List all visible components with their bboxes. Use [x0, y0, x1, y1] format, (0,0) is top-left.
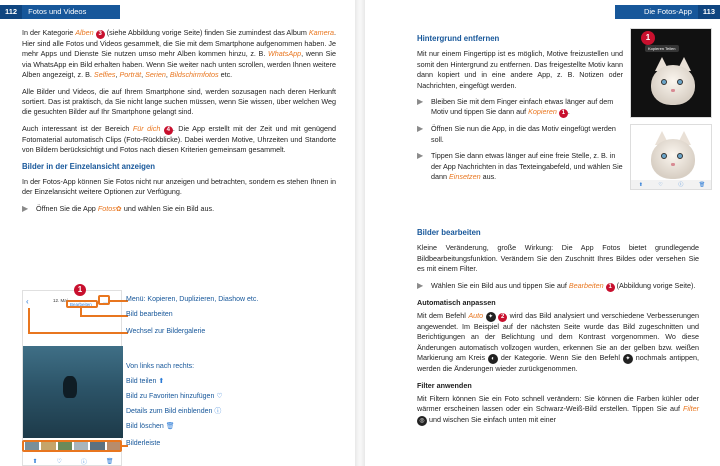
step: [417, 151, 623, 182]
callout-badge: 3: [96, 30, 105, 39]
paragraph: In der Kategorie Alben 3 (siehe Abbildung vorige Seite) finden Sie zumindest das Album Kamera. Hier sind alle Fotos und Videos gesammelt, die Sie mit dem Smartphone aufgenommen haben. Je mehr Apps und Dienste Sie nutzen umso mehr Alben kommen hinzu, z. B. WhatsApp, wenn Sie via WhatsApp ein Bild erhalten haben. Wenn Sie weiter nach unten scrollen, werden Ihnen weitere Alben angezeigt, z. B. Selfies, Porträt, Serien, Bildschirmfotos etc.: [22, 28, 337, 80]
photos-app-icon: ✿: [115, 203, 122, 213]
step-arrow-icon: ▶: [417, 280, 424, 290]
cat-eye: [661, 79, 667, 85]
step-text: Bleiben Sie mit dem Finger einfach etwas länger auf dem Motiv und tippen Sie dann auf Kopieren 1 .: [431, 97, 614, 117]
step: [417, 281, 699, 292]
step: [417, 124, 623, 145]
running-head-left: [0, 5, 120, 19]
diver-silhouette: [63, 376, 77, 398]
cat-eye: [677, 79, 683, 85]
paragraph: In der Fotos-App können Sie Fotos nicht nur anzeigen und betrachten, sondern es stehen Ihnen in der Einzelansicht weitere Optionen zur Verfügung.: [22, 177, 336, 197]
paragraph: Alle Bilder und Videos, die auf Ihrem Smartphone sind, werden sozusagen nach deren Herkunft sortiert. Das ist praktisch, da Sie nicht lange suchen müssen, wenn Sie wissen, über welchen Weg die gesuchten Bilder auf Ihr Smartphone gelangt sind.: [22, 86, 336, 117]
right-content-top: [417, 28, 623, 188]
right-page: [365, 0, 720, 466]
step-arrow-icon: ▶: [22, 203, 29, 213]
phone-bottom-bar: [23, 455, 123, 466]
paragraph: Mit Filtern können Sie ein Foto schnell verändern: Sie können die Farben kühler oder wärmer erscheinen lassen oder ein Schwarz-Weiß-Bild erstellen. Tippen Sie auf Filter ◎ und wischen Sie einfach unten mit einer: [417, 394, 699, 424]
callout-badge: 1: [606, 283, 615, 292]
callout-delete: Bild löschen 🗑: [126, 423, 175, 430]
subsection-heading: Automatisch anpassen: [417, 297, 496, 307]
callout-badge: 1: [641, 31, 655, 45]
callout-badge: 1: [559, 109, 568, 118]
paragraph: Auch interessant ist der Bereich Für dich 4 . Die App erstellt mit der Zeit und mit genügend Fotomaterial automatisch Clips (Foto-Rückblicke). Dabei werden Motive, Uhrzeiten und Standorte von Bildern berücksichtigt und Fotos nach diesen Kriterien gemeinsam gesammelt.: [22, 123, 336, 155]
auto-wand-icon: ✦: [486, 312, 496, 322]
callout-badge: 1: [74, 284, 86, 296]
trash-icon: 🗑: [165, 423, 175, 430]
figure-single-view: [22, 285, 342, 466]
callout-edit: Bild bearbeiten: [126, 311, 173, 318]
back-icon: ‹: [26, 297, 29, 306]
running-title: Fotos und Videos: [28, 7, 87, 16]
section-heading: Bilder bearbeiten: [417, 228, 481, 237]
callout-details: Details zum Bild einblenden ⓘ: [126, 408, 222, 415]
share-icon: ⬆: [158, 378, 165, 385]
callout-gallery: Wechsel zur Bildergalerie: [126, 328, 206, 335]
callout-bar: Bilderleiste: [126, 440, 161, 447]
trash-icon: 🗑: [698, 181, 706, 188]
step-arrow-icon: ▶: [417, 124, 424, 134]
cat-eye: [677, 153, 683, 159]
step: [22, 204, 336, 214]
section-heading: Hintergrund entfernen: [417, 34, 500, 43]
page-number: 112: [0, 5, 22, 19]
more-icon: ⋯: [103, 301, 109, 307]
cat-head: [651, 139, 695, 179]
filter-icon: ◎: [417, 416, 427, 426]
paragraph: Mit dem Befehl Auto ✦ 2 wird das Bild analysiert und verschiedene Verbesserungen angewendet. Im Beispiel auf der nächsten Seite wurde das Bild zugeschnitten und Berichtigungen an der Belichtung und dem Kontrast vorgenommen. Wo diese Änderungen automatisch vollzogen wurden, erkennen Sie an der gelben bzw. weißen Markierung am Kreis ◐ der Kategorie. Wenn Sie den Befehl ✦ nochmals antippen, werden die Änderungen wieder zurückgenommen.: [417, 311, 700, 374]
step-text: Öffnen Sie die App Fotos✿ und wählen Sie ein Bild aus.: [36, 203, 215, 213]
heart-icon: ♡: [56, 458, 62, 465]
cat-eye: [661, 153, 667, 159]
bottom-bar-frame: [22, 440, 122, 452]
photo-toolbar: [631, 180, 712, 189]
page-number: 113: [698, 5, 720, 19]
paragraph: Kleine Veränderung, große Wirkung: Die App Fotos bietet grundlegende Bildbearbeitungsfunktion. Verändern Sie den Zuschnitt Ihres Bildes oder versehen Sie es mit einem Filter.: [417, 243, 699, 274]
callout-menu: Menü: Kopieren, Duplizieren, Diashow etc.: [126, 296, 259, 303]
step: [417, 97, 623, 118]
step-text: Wählen Sie ein Bild aus und tippen Sie auf Bearbeiten 1 (Abbildung vorige Seite).: [431, 280, 696, 290]
running-head-right: [615, 5, 720, 19]
trash-icon: 🗑: [105, 458, 114, 465]
edit-frame: [66, 300, 98, 308]
cat-head: [651, 65, 695, 105]
info-icon: ⓘ: [678, 182, 684, 188]
cat-nose: [671, 163, 675, 166]
book-gutter: [355, 0, 365, 466]
heart-icon: ♡: [216, 393, 223, 400]
step-arrow-icon: ▶: [417, 97, 424, 107]
callout-favorite: Bild zu Favoriten hinzufügen ♡: [126, 393, 223, 400]
menu-frame: [98, 295, 110, 305]
leader-line: [28, 308, 30, 334]
cat-nose: [671, 89, 675, 92]
leader-line: [80, 315, 128, 317]
heart-icon: ♡: [658, 181, 663, 188]
share-icon: ⬆: [638, 181, 643, 188]
info-icon: ⓘ: [80, 459, 87, 466]
step-text: Tippen Sie dann etwas länger auf eine freie Stelle, z. B. in der App Nachrichten in das Texteingabefeld, und wählen Sie dann Einsetzen aus.: [431, 151, 623, 182]
running-title: Die Fotos-App: [643, 7, 692, 16]
photo-date: 12. Mai: [53, 298, 68, 303]
info-icon: ⓘ: [214, 408, 222, 415]
step-text: Öffnen Sie nun die App, in die das Motiv eingefügt werden soll.: [431, 124, 616, 144]
left-page: [0, 0, 355, 466]
right-content-bottom: [417, 222, 699, 432]
step-arrow-icon: ▶: [417, 151, 424, 161]
callout-share: Bild teilen ⬆: [126, 378, 165, 385]
paragraph: Mit nur einem Fingertipp ist es möglich, Motive freizustellen und somit den Hintergrund zu entfernen. Das freigestellte Motiv kann dann kopiert und in eine andere App, z. B. Notizen oder Nachrichten, eingefügt werden.: [417, 49, 623, 90]
section-heading: Bilder in der Einzelansicht anzeigen: [22, 161, 156, 171]
underwater-photo: [23, 346, 123, 438]
callout-badge: 2: [498, 313, 507, 322]
callout-from-left: Von links nach rechts:: [126, 363, 195, 370]
leader-line: [28, 332, 128, 334]
share-icon: ⬆: [32, 458, 38, 465]
callout-badge: 4: [164, 126, 173, 135]
copy-menu: Kopieren Teilen: [645, 45, 679, 52]
subsection-heading: Filter anwenden: [417, 380, 472, 390]
adjust-circle-icon: ◐: [488, 354, 498, 364]
edit-link: Bearbeiten: [70, 302, 92, 307]
auto-wand-icon: ✦: [623, 354, 633, 364]
cat-photo-cutout: [630, 124, 712, 190]
cat-photo-copy: [630, 28, 712, 118]
left-content: [22, 28, 336, 220]
